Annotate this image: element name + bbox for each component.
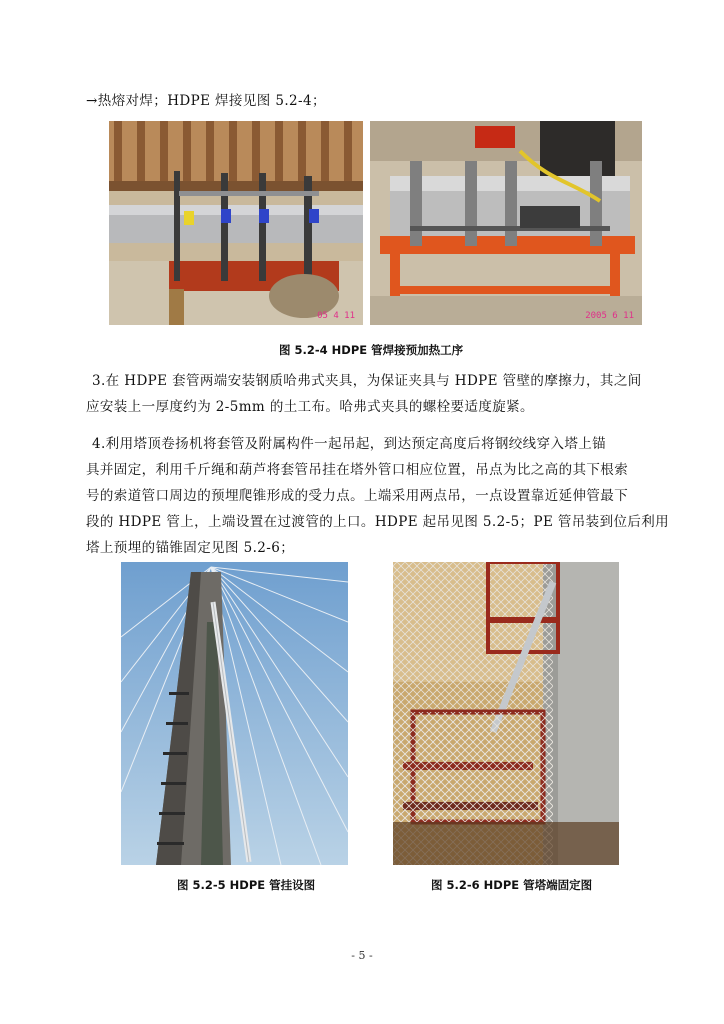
welding-photo-right (370, 121, 642, 325)
welding-photo-left (109, 121, 363, 325)
tower-end-fixing-photo (393, 562, 619, 865)
photo-date-stamp: 2005 6 11 (585, 311, 634, 321)
paragraph-4-line-1: 4.利用塔顶卷扬机将套管及附属构件一起吊起，到达预定高度后将钢绞线穿入塔上锚 (92, 436, 607, 452)
paragraph-3-line-2: 应安装上一厚度约为 2-5mm 的土工布。哈弗式夹具的螺栓要适度旋紧。 (86, 399, 534, 415)
intro-line: →热熔对焊；HDPE 焊接见图 5.2-4； (86, 93, 326, 109)
paragraph-4-line-5: 塔上预埋的锚锥固定见图 5.2-6； (86, 540, 295, 556)
figure-5-2-6-caption: 图 5.2-6 HDPE 管塔端固定图 (431, 878, 593, 892)
figure-5-2-5-caption: 图 5.2-5 HDPE 管挂设图 (177, 878, 316, 892)
paragraph-3-line-1: 3.在 HDPE 套管两端安装钢质哈弗式夹具，为保证夹具与 HDPE 管壁的摩擦力，其之间 (92, 373, 642, 389)
paragraph-4-line-3: 号的索道管口周边的预埋爬锥形成的受力点。上端采用两点吊，一点设置靠近延伸管最下 (86, 488, 629, 504)
tower-hanging-photo (121, 562, 348, 865)
figure-5-2-4-caption: 图 5.2-4 HDPE 管焊接预加热工序 (279, 343, 464, 357)
photo-date-stamp: 05 4 11 (317, 311, 355, 321)
paragraph-4-line-4: 段的 HDPE 管上，上端设置在过渡管的上口。HDPE 起吊见图 5.2-5；PE 管吊装到位后利用 (86, 514, 670, 530)
paragraph-4-line-2: 具并固定，利用千斤绳和葫芦将套管吊挂在塔外管口相应位置，吊点为比之高的其下根索 (86, 462, 629, 478)
page-number: - 5 - (351, 949, 373, 962)
